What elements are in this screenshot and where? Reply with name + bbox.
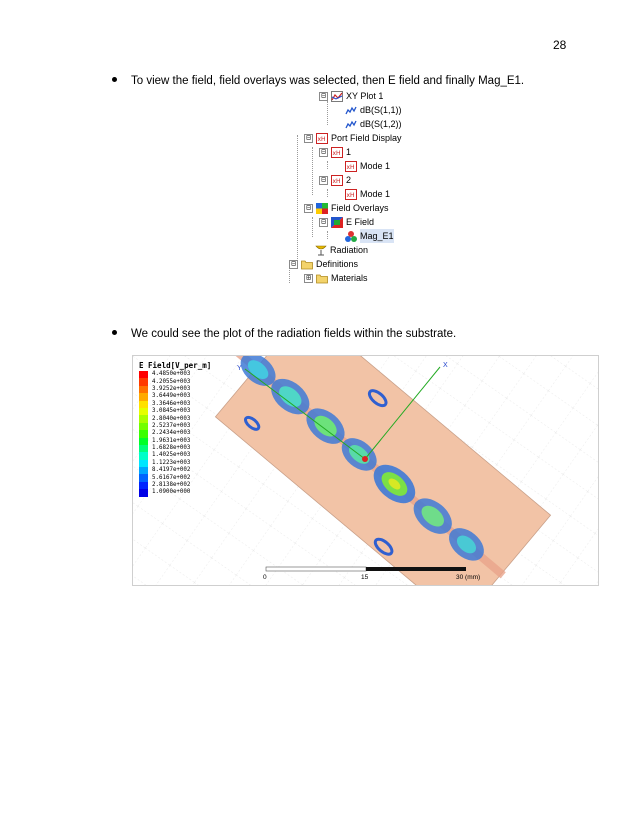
legend-label: 1.0900e+000 [152, 489, 191, 496]
legend-label: 4.2055e+003 [152, 378, 191, 385]
port-field-icon [316, 133, 328, 144]
legend-label: 3.9252e+003 [152, 385, 191, 392]
tree-item-port-2[interactable] [319, 173, 351, 187]
tree-item-mode-1-b[interactable] [345, 187, 390, 201]
trace-icon [345, 105, 357, 116]
origin-marker [362, 456, 368, 462]
legend-label: 3.0845e+003 [152, 408, 191, 415]
field-legend [139, 371, 227, 497]
scale-label-15: 15 [361, 574, 369, 581]
tree-item-label: 2 [346, 175, 352, 185]
legend-swatch [139, 445, 148, 452]
xy-plot-icon [331, 91, 343, 102]
legend-swatch [139, 371, 148, 378]
tree-item-radiation[interactable] [315, 243, 368, 257]
legend-swatch [139, 415, 148, 422]
legend-row [139, 482, 227, 489]
tree-item-label: Port Field Display [331, 133, 402, 143]
legend-swatch [139, 474, 148, 481]
legend-label: 1.4025e+003 [152, 452, 191, 459]
project-tree [286, 87, 510, 283]
legend-swatch [139, 401, 148, 408]
legend-label: 1.1223e+003 [152, 459, 191, 466]
field-overlays-icon [316, 203, 328, 214]
tree-item-label: 1 [346, 147, 352, 157]
tree-item-trace-s12[interactable] [345, 117, 402, 131]
scale-bar-black [366, 567, 466, 571]
tree-item-definitions[interactable] [289, 257, 358, 271]
legend-label: 5.6167e+002 [152, 474, 191, 481]
expand-toggle[interactable]: ⊞ [304, 274, 313, 283]
legend-row [139, 445, 227, 452]
collapse-toggle[interactable]: ⊟ [319, 92, 328, 101]
legend-label: 2.8040e+003 [152, 415, 191, 422]
tree-item-label: Radiation [330, 245, 369, 255]
svg-text:xH: xH [332, 177, 341, 185]
y-axis-label: Y [237, 365, 242, 372]
svg-text:xH: xH [346, 191, 355, 199]
tree-item-xy-plot[interactable] [319, 89, 383, 103]
legend-row [139, 408, 227, 415]
collapse-toggle[interactable]: ⊟ [319, 148, 328, 157]
legend-label: 3.3646e+003 [152, 400, 191, 407]
scale-label-30: 30 (mm) [456, 574, 481, 581]
legend-row [139, 467, 227, 474]
tree-item-label: dB(S(1,1)) [360, 105, 402, 115]
scale-label-0: 0 [263, 574, 267, 581]
tree-item-label: Mode 1 [360, 189, 391, 199]
legend-swatch [139, 438, 148, 445]
legend-title: E Field[V_per_m] [139, 361, 212, 370]
legend-row [139, 423, 227, 430]
tree-item-label: E Field [346, 217, 375, 227]
legend-swatch [139, 467, 148, 474]
collapse-toggle[interactable]: ⊟ [289, 260, 298, 269]
collapse-toggle[interactable]: ⊟ [319, 218, 328, 227]
legend-row [139, 489, 227, 496]
scale-bar-white [266, 567, 366, 571]
page-number: 28 [553, 38, 567, 52]
legend-label: 3.6449e+003 [152, 393, 191, 400]
folder-icon [316, 273, 328, 284]
tree-item-field-overlays[interactable] [304, 201, 389, 215]
legend-row [139, 401, 227, 408]
tree-item-label: Mag_E1 [360, 231, 394, 241]
legend-label: 2.5237e+003 [152, 422, 191, 429]
bullet-dot [112, 77, 117, 82]
legend-row [139, 460, 227, 467]
legend-swatch [139, 423, 148, 430]
legend-swatch [139, 482, 148, 489]
legend-row [139, 371, 227, 378]
collapse-toggle[interactable]: ⊟ [304, 204, 313, 213]
svg-text:xH: xH [332, 149, 341, 157]
bullet-text: To view the field, field overlays was selected, then E field and finally Mag_E1. [131, 75, 525, 87]
tree-item-trace-s11[interactable] [345, 103, 402, 117]
folder-icon [301, 259, 313, 270]
legend-row [139, 438, 227, 445]
legend-row [139, 415, 227, 422]
svg-text:xH: xH [317, 135, 326, 143]
legend-row [139, 452, 227, 459]
legend-swatch [139, 378, 148, 385]
collapse-toggle[interactable]: ⊟ [304, 134, 313, 143]
legend-label: 8.4197e+002 [152, 467, 191, 474]
mode-icon [345, 189, 357, 200]
tree-item-label: Field Overlays [331, 203, 389, 213]
legend-label: 2.2434e+003 [152, 430, 191, 437]
port-icon [331, 175, 343, 186]
field-plot-viewport[interactable] [132, 355, 599, 586]
tree-item-label: Mode 1 [360, 161, 391, 171]
tree-item-materials[interactable] [304, 271, 368, 285]
legend-label: 2.8138e+002 [152, 482, 191, 489]
legend-swatch [139, 489, 148, 496]
bullet-field-overlays [112, 75, 524, 87]
legend-row [139, 393, 227, 400]
bullet-text: We could see the plot of the radiation fields within the substrate. [131, 328, 457, 340]
legend-swatch [139, 430, 148, 437]
legend-row [139, 378, 227, 385]
legend-swatch [139, 460, 148, 467]
tree-item-label: XY Plot 1 [346, 91, 384, 101]
legend-swatch [139, 386, 148, 393]
legend-swatch [139, 393, 148, 400]
bullet-radiation-plot [112, 328, 456, 340]
tree-item-mode-1-a[interactable] [345, 159, 390, 173]
tree-item-label: dB(S(1,2)) [360, 119, 402, 129]
mode-icon [345, 161, 357, 172]
legend-swatch [139, 452, 148, 459]
e-field-icon [331, 217, 343, 228]
port-icon [331, 147, 343, 158]
tree-item-port-1[interactable] [319, 145, 351, 159]
legend-swatch [139, 408, 148, 415]
bullet-dot [112, 330, 117, 335]
legend-row [139, 430, 227, 437]
x-axis-label: X [443, 362, 448, 369]
mag-plot-icon [345, 231, 357, 242]
collapse-toggle[interactable]: ⊟ [319, 176, 328, 185]
tree-item-label: Definitions [316, 259, 359, 269]
tree-item-port-field-display[interactable] [304, 131, 402, 145]
legend-label: 4.4850e+003 [152, 371, 191, 378]
trace-icon [345, 119, 357, 130]
legend-row [139, 474, 227, 481]
legend-label: 1.9631e+003 [152, 437, 191, 444]
svg-text:xH: xH [346, 163, 355, 171]
tree-item-label: Materials [331, 273, 368, 283]
tree-item-mag-e1[interactable] [345, 229, 394, 243]
tree-item-e-field[interactable] [319, 215, 374, 229]
legend-row [139, 386, 227, 393]
radiation-icon [315, 245, 327, 256]
legend-label: 1.6828e+003 [152, 445, 191, 452]
